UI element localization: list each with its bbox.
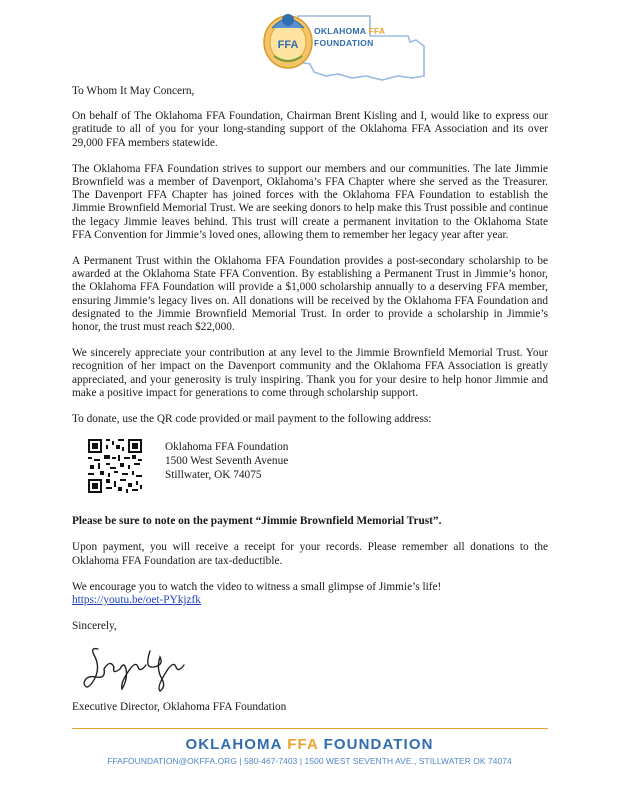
emblem-text: FFA [277,39,299,51]
letterhead [258,6,438,90]
letterhead-org-name [314,26,434,48]
address-line-city: Stillwater, OK 74075 [165,469,262,482]
address-line-org: Oklahoma FFA Foundation [165,441,289,454]
letter-body [72,85,548,715]
donation-address-block [72,437,548,509]
video-invitation: We encourage you to watch the video to witness a small glimpse of Jimmie’s life! [72,580,442,593]
footer-name-foundation: FOUNDATION [318,736,434,753]
footer-name-ffa: FFA [287,736,319,753]
paragraph-gratitude: On behalf of The Oklahoma FFA Foundation, Chairman Brent Kisling and I, would like to express our gratitude to all of you for your long-standing support of the Oklahoma FFA Association and its over 29,000 FFA members statewide. [72,110,548,149]
ffa-emblem-icon [258,8,318,70]
footer-contact-info: FFAFOUNDATION@OKFFA.ORG | 580-467-7403 | 1500 WEST SEVENTH AVE., STILLWATER OK 74074 [107,756,512,766]
signer-title: Executive Director, Oklahoma FFA Foundation [72,701,287,714]
signature [72,635,548,697]
paragraph-donate-instructions: To donate, use the QR code provided or mail payment to the following address: [72,413,432,426]
paragraph-receipt: Upon payment, you will receive a receipt for your records. Please remember all donations to the Oklahoma FFA Foundation are tax-deductible. [72,541,548,567]
paragraph-trust-background: The Oklahoma FFA Foundation strives to support our members and our communities. The late Jimmie Brownfield was a member of Davenport, Oklahoma’s FFA Chapter where she served as the Treasurer. The Davenport FFA Chapter has joined forces with the Oklahoma FFA Foundation to establish the Jimmie Brownfield Memorial Trust. We are seeking donors to help make this Trust possible and continue the legacy Jimmie leaves behind. This trust will create a permanent invitation to the Oklahoma State FFA Convention for Jimmie’s loved ones, allowing them to remember her legacy year after year. [72,162,548,241]
footer-divider [72,728,548,729]
footer-name-state: OKLAHOMA [185,736,288,753]
address-line-street: 1500 West Seventh Avenue [165,455,289,468]
letterhead-line1 [314,26,434,36]
paragraph-scholarship: A Permanent Trust within the Oklahoma FFA Foundation provides a post-secondary scholarship to be awarded at the Oklahoma State FFA Convention. By establishing a Permanent Trust in Jimmie’s honor, the Oklahoma FFA Foundation will provide a $1,000 scholarship annually to a deserving FFA member, ensuring Jimmie’s legacy lives on. All donations will be received by the Oklahoma FFA Foundation and designated to the Jimmie Brownfield Memorial Trust. In order to provide a scholarship in Jimmie’s honor, the trust must reach $22,000. [72,255,548,334]
video-link[interactable]: https://youtu.be/oet-PYkjzfk [72,594,201,607]
payment-note: Please be sure to note on the payment “Jimmie Brownfield Memorial Trust”. [72,515,442,528]
qr-code-icon[interactable] [88,439,142,493]
letterhead-line1-state: OKLAHOMA [314,26,369,36]
letterhead-line1-ffa: FFA [368,26,386,36]
mailing-address [165,440,288,482]
closing: Sincerely, [72,620,117,633]
salutation: To Whom It May Concern, [72,85,195,97]
footer-org-name [0,736,619,753]
letterhead-line2: FOUNDATION [314,38,374,48]
paragraph-appreciation: We sincerely appreciate your contribution at any level to the Jimmie Brownfield Memorial Trust. Your recognition of her impact on the Davenport community and the Oklahoma FFA Association is greatly appreciated, and your generosity is truly inspiring. Thank you for your desire to help honor Jimmie and make a positive impact for generations to come through scholarship support. [72,347,548,399]
handwritten-signature-icon [80,639,200,695]
